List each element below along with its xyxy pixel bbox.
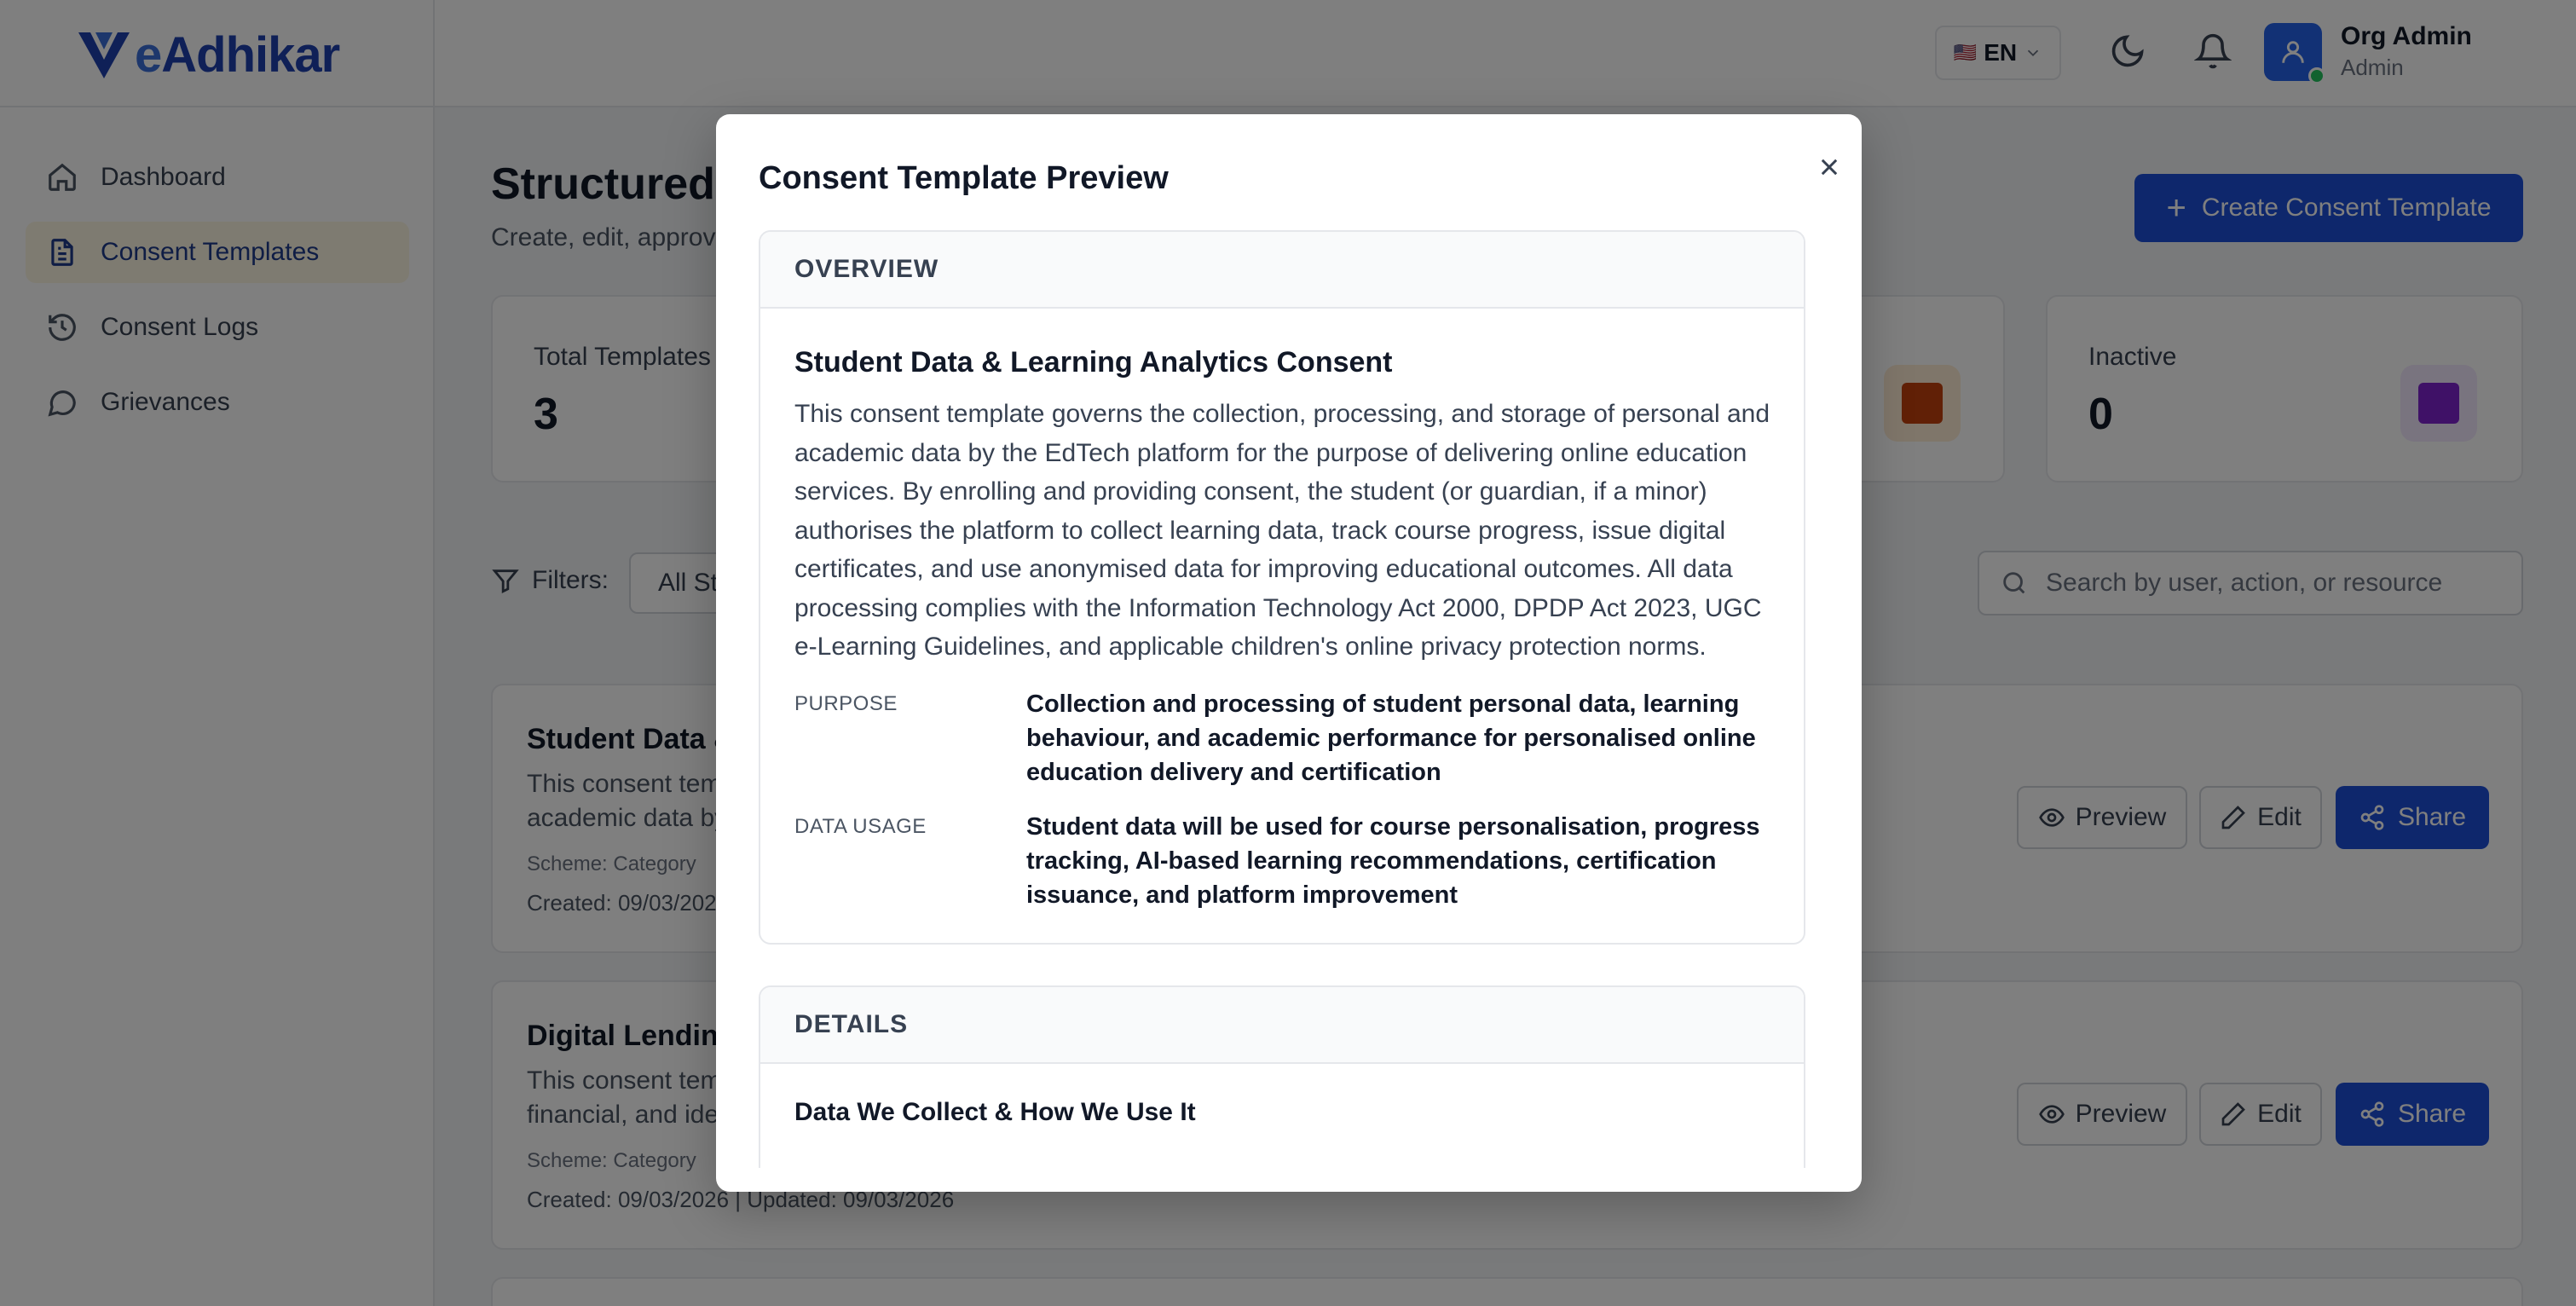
data-usage-value: Student data will be used for course personalisation, progress tracking, AI-based learning recommendations, certification issuance, and platform improvement [1026, 812, 1760, 909]
purpose-row [794, 687, 1770, 789]
purpose-value: Collection and processing of student personal data, learning behaviour, and academic performance for personalised online education delivery and certification [1026, 690, 1756, 786]
template-description: This consent template governs the collection, processing, and storage of personal and academic data by the EdTech platform for the purpose of delivering online education services. By enrolling and providing consent, the student (or guardian, if a minor) authorises the platform to collect learning data, track course progress, issue digital certificates, and use anonymised data for improving educational outcomes. All data processing complies with the Information Technology Act 2000, DPDP Act 2023, UGC e-Learning Guidelines, and applicable children's online privacy protection norms. [794, 400, 1770, 661]
details-content [760, 1127, 1804, 1169]
overview-section [759, 230, 1805, 945]
details-subheading: Data We Collect & How We Use It [794, 1097, 1196, 1126]
details-section [759, 985, 1805, 1169]
close-button[interactable] [1805, 143, 1853, 191]
modal-title: Consent Template Preview [759, 160, 1169, 196]
consent-preview-modal [716, 114, 1862, 1192]
modal-body[interactable] [759, 230, 1805, 1168]
section-content [760, 309, 1804, 943]
close-icon [1817, 155, 1841, 179]
section-heading: OVERVIEW [760, 232, 1804, 309]
data-usage-row [794, 810, 1770, 912]
data-usage-label: DATA USAGE [794, 814, 927, 838]
template-title: Student Data & Learning Analytics Consent [794, 346, 1393, 379]
section-heading: DETAILS [760, 987, 1804, 1064]
purpose-label: PURPOSE [794, 691, 898, 715]
